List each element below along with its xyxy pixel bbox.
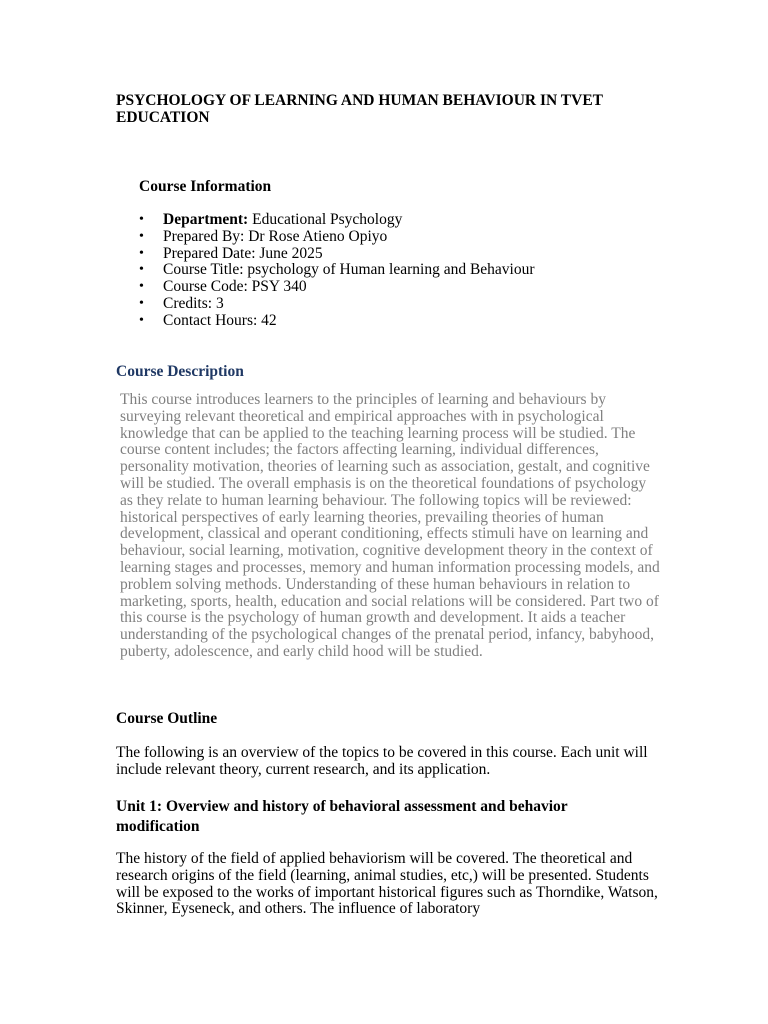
prepared-date: Prepared Date: June 2025 bbox=[163, 244, 323, 262]
document-title: PSYCHOLOGY OF LEARNING AND HUMAN BEHAVIOUR IN TVET EDUCATION bbox=[116, 92, 603, 126]
list-item bbox=[139, 279, 535, 296]
unit-1-heading: Unit 1: Overview and history of behavioral assessment and behavior modification bbox=[116, 798, 568, 835]
bullet-icon: • bbox=[139, 212, 144, 227]
bullet-icon: • bbox=[139, 295, 144, 311]
list-item bbox=[139, 246, 535, 263]
list-item bbox=[139, 212, 535, 229]
bullet-icon: • bbox=[139, 228, 144, 244]
list-item bbox=[139, 229, 535, 246]
department-value: Educational Psychology bbox=[248, 211, 403, 228]
bullet-icon: • bbox=[139, 279, 144, 295]
list-item bbox=[139, 313, 535, 330]
contact-hours: Contact Hours: 42 bbox=[163, 311, 277, 329]
course-information-list bbox=[139, 212, 535, 330]
prepared-by: Prepared By: Dr Rose Atieno Opiyo bbox=[163, 227, 388, 245]
bullet-icon: • bbox=[139, 245, 144, 261]
course-outline-intro: The following is an overview of the topics to be covered in this course. Each unit will include relevant theory, current research, and its application. bbox=[116, 744, 648, 778]
credits: Credits: 3 bbox=[163, 294, 224, 312]
list-item bbox=[139, 262, 535, 279]
unit-1-text: The history of the field of applied behaviorism will be covered. The theoretical and research origins of the field (learning, animal studies, etc,) will be presented. Students will be exposed to the works of important historical figures such as Thorndike, Watson, Skinner, Eyseneck, and others. The influence of laboratory bbox=[116, 850, 658, 918]
course-information-heading: Course Information bbox=[139, 178, 272, 195]
department-label: Department: bbox=[163, 211, 249, 228]
bullet-icon: • bbox=[139, 262, 144, 278]
list-item bbox=[139, 296, 535, 313]
course-description-text: This course introduces learners to the principles of learning and behaviours by surveying relevant theoretical and empirical approaches with in psychological knowledge that can be applied to the teaching learning process will be studied. The course content includes; the factors affecting learning, individual differences, personality motivation, theories of learning such as association, gestalt, and cognitive will be studied. The overall emphasis is on the theoretical foundations of psychology as they relate to human learning behaviour. The following topics will be reviewed: historical perspectives of early learning theories, prevailing theories of human development, classical and operant conditioning, effects stimuli have on learning and behaviour, social learning, motivation, cognitive development theory in the context of learning stages and processes, memory and human information processing models, and problem solving methods. Understanding of these human behaviours in relation to marketing, sports, health, education and social relations will be considered. Part two of this course is the psychology of human growth and development. It aids a teacher understanding of the psychological changes of the prenatal period, infancy, babyhood, puberty, adolescence, and early child hood will be studied. bbox=[120, 391, 660, 660]
bullet-icon: • bbox=[139, 312, 144, 328]
course-outline-heading: Course Outline bbox=[116, 710, 218, 727]
course-title: Course Title: psychology of Human learning and Behaviour bbox=[163, 261, 535, 279]
course-code: Course Code: PSY 340 bbox=[163, 278, 307, 296]
course-description-heading: Course Description bbox=[116, 363, 244, 380]
